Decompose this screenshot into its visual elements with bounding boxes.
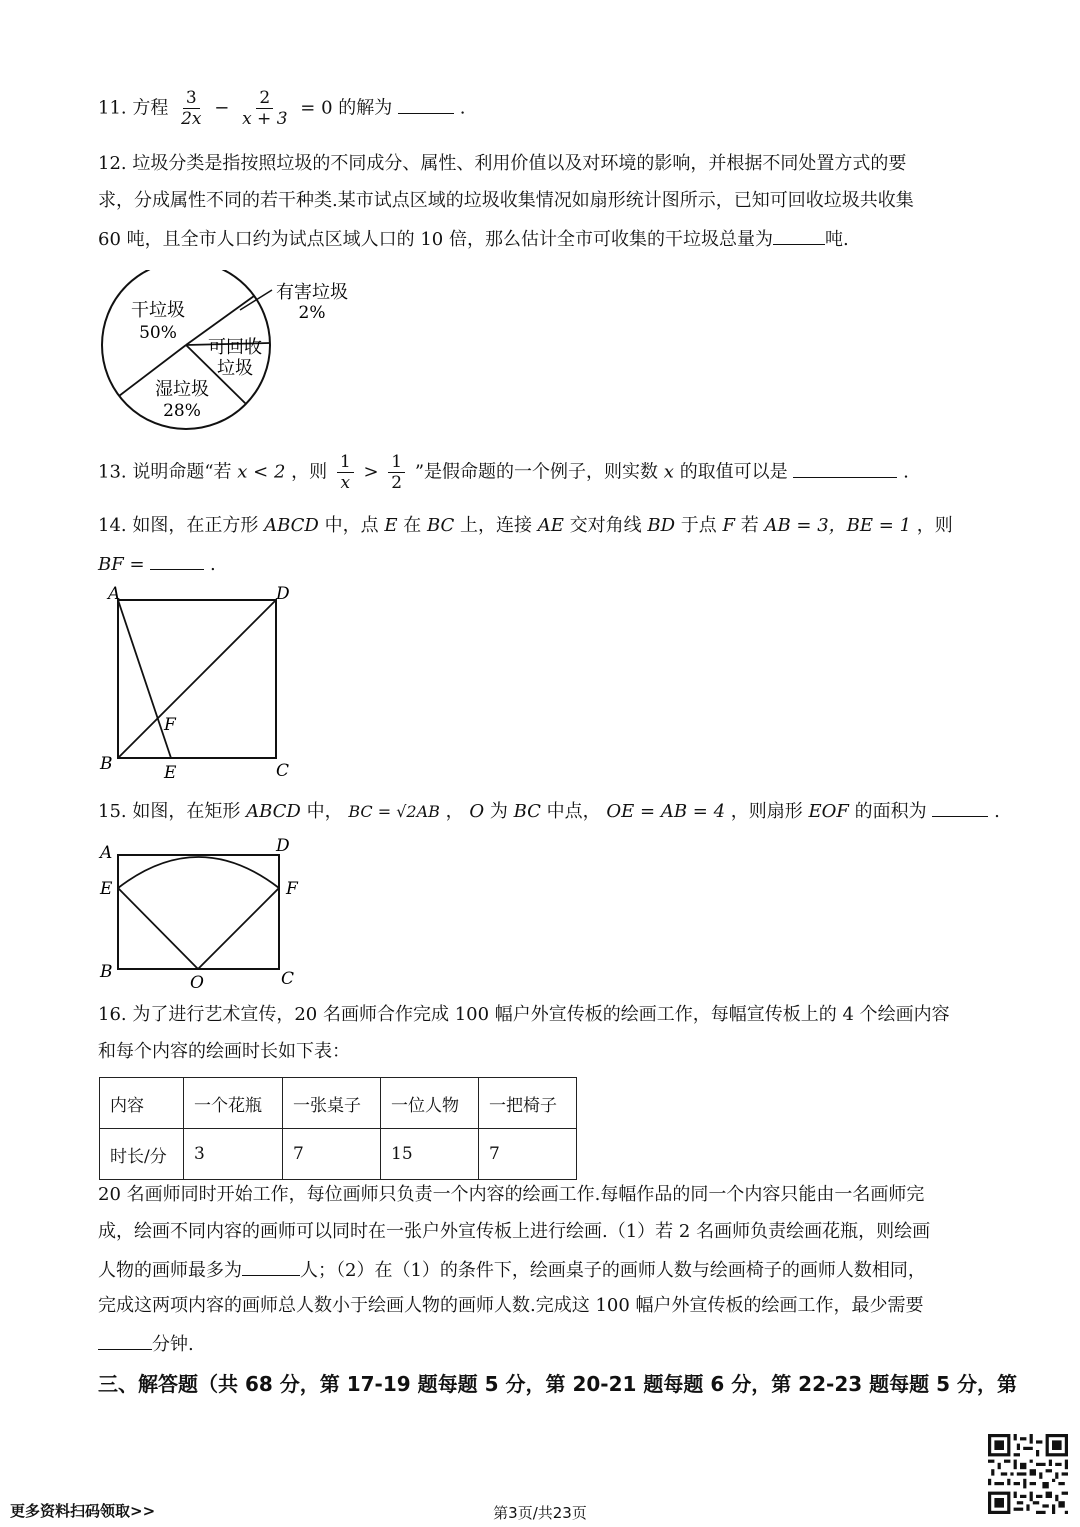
q13-f2-den: 2 — [391, 473, 403, 493]
q11-prefix: 11. 方程 — [98, 97, 169, 119]
q11-end: . — [459, 97, 466, 119]
label-e: E — [164, 763, 177, 783]
slice-label-dry: 干垃圾 — [131, 300, 185, 321]
label-o: O — [190, 973, 204, 993]
q14-line-2 — [98, 551, 216, 577]
answer-blank — [98, 1331, 152, 1350]
q16-line-1: 16. 为了进行艺术宣传，20 名画师合作完成 100 幅户外宣传板的绘画工作，每幅宣传板上的 4 个绘画内容 — [98, 1004, 950, 1025]
q14-bd: BD — [647, 515, 676, 536]
table-cell: 内容 — [100, 1078, 184, 1129]
question-13 — [98, 452, 909, 493]
q15-text-f: ，则扇形 — [730, 801, 803, 822]
q14-text-a: 14. 如图，在正方形 — [98, 515, 259, 536]
section-heading: 三、解答题（共 68 分，第 17-19 题每题 5 分，第 20-21 题每题 6 分，第 22-23 题每题 5 分，第 — [98, 1372, 1017, 1396]
slice-value-wet: 28% — [163, 401, 201, 421]
table-row — [100, 1078, 577, 1129]
footer-promo-text: 更多资料扫码领取>> — [10, 1502, 156, 1520]
slice-label-wet: 湿垃圾 — [155, 379, 209, 400]
label-b: B — [100, 754, 113, 774]
q14-text-b: 中，点 — [324, 515, 379, 536]
label-f: F — [164, 715, 176, 735]
q13-then: ，则 — [291, 461, 328, 483]
slice-label-recyclable-2: 垃圾 — [217, 358, 253, 379]
pie-chart — [90, 270, 370, 440]
answer-blank — [242, 1257, 300, 1276]
q14-text-e: 交对角线 — [569, 515, 642, 536]
harmful-leader-line — [240, 290, 272, 310]
label-c: C — [276, 761, 290, 781]
q16-line-4: 成，绘画不同内容的画师可以同时在一张户外宣传板上进行绘画.（1）若 2 名画师负责绘画花瓶，则绘画 — [98, 1221, 931, 1242]
q11-f2-den: x + 3 — [242, 109, 288, 129]
table-row — [100, 1129, 577, 1180]
question-11 — [98, 88, 465, 129]
q13-var: x — [663, 461, 674, 483]
q15-text-a: 15. 如图，在矩形 — [98, 801, 241, 822]
q14-text-d: 上，连接 — [460, 515, 533, 536]
q13-fraction-1 — [337, 452, 354, 493]
q16-line-3: 20 名画师同时开始工作，每位画师只负责一个内容的绘画工作.每幅作品的同一个内容只能由一名画师完 — [98, 1184, 925, 1205]
q13-f1-num: 1 — [337, 452, 354, 473]
q13-suffix-2: 的取值可以是 — [679, 461, 788, 483]
q15-text-g: 的面积为 — [854, 801, 927, 822]
q15-text-b: 中， — [306, 801, 343, 822]
duration-table — [99, 1077, 577, 1180]
q14-end: . — [210, 554, 216, 575]
label-e: E — [100, 879, 113, 899]
q13-condition: x < 2 — [237, 461, 286, 483]
q15-condition-1: BC = √2AB — [348, 802, 440, 821]
q12-line-3-end: 吨. — [824, 229, 849, 250]
label-d: D — [276, 584, 290, 604]
rectangle-figure — [96, 836, 306, 996]
question-15 — [98, 798, 1000, 824]
table-cell: 7 — [479, 1129, 577, 1180]
label-b: B — [100, 962, 113, 982]
slice-label-recyclable-1: 可回收 — [208, 337, 262, 358]
table-cell: 时长/分 — [100, 1129, 184, 1180]
q14-text-g: 若 — [740, 515, 759, 536]
q16-line-7-text: 分钟. — [152, 1334, 194, 1355]
q15-o: O — [469, 801, 485, 822]
q15-eof: EOF — [808, 801, 849, 822]
page-number: 第3页/共23页 — [493, 1504, 587, 1522]
segment-oe — [118, 888, 198, 969]
q11-minus: − — [214, 97, 230, 119]
square-figure — [96, 580, 306, 785]
q12-line-3-text: 60 吨，且全市人口约为试点区域人口的 10 倍，那么估计全市可收集的干垃圾总量为 — [98, 229, 773, 250]
q14-ae: AE — [537, 515, 564, 536]
table-cell: 一位人物 — [381, 1078, 479, 1129]
answer-blank — [773, 226, 825, 245]
q12-line-1: 12. 垃圾分类是指按照垃圾的不同成分、属性、利用价值以及对环境的影响，并根据不同处置方式的要 — [98, 153, 907, 174]
q14-bc: BC — [426, 515, 455, 536]
label-c: C — [281, 969, 295, 989]
q14-e: E — [384, 515, 398, 536]
q15-text-d: 为 — [489, 801, 508, 822]
q14-condition: AB = 3，BE = 1 — [764, 515, 912, 536]
table-cell: 15 — [381, 1129, 479, 1180]
q13-fraction-2 — [388, 452, 405, 493]
q13-end: . — [903, 461, 909, 483]
q16-line-6: 完成这两项内容的画师总人数小于绘画人物的画师人数.完成这 100 幅户外宣传板的绘画工作，最少需要 — [98, 1295, 924, 1316]
slice-label-harmful: 有害垃圾 — [276, 282, 348, 303]
q11-f1-den: 2x — [181, 109, 202, 129]
label-a: A — [100, 843, 113, 863]
q12-line-3 — [98, 226, 849, 252]
answer-blank — [932, 798, 988, 817]
q16-line-7 — [98, 1331, 194, 1357]
arc-ef — [118, 857, 279, 888]
q15-condition-2: OE = AB = 4 — [606, 801, 726, 822]
table-cell: 一张桌子 — [283, 1078, 381, 1129]
q15-abcd: ABCD — [246, 801, 301, 822]
diagonal-bd — [118, 600, 276, 758]
answer-blank — [793, 459, 897, 478]
table-cell: 一把椅子 — [479, 1078, 577, 1129]
label-d: D — [276, 836, 290, 856]
label-a: A — [108, 584, 121, 604]
table-cell: 3 — [184, 1129, 283, 1180]
answer-blank — [150, 551, 204, 570]
q15-text-c: ， — [445, 801, 464, 822]
slice-value-harmful: 2% — [298, 303, 326, 323]
q15-end: . — [994, 801, 1000, 822]
q11-equals: = 0 — [300, 97, 333, 119]
q14-text-h: ，则 — [916, 515, 953, 536]
q13-f1-den: x — [340, 473, 351, 493]
q11-fraction-1 — [178, 88, 204, 129]
q11-f2-num: 2 — [256, 88, 273, 109]
q16-line-2: 和每个内容的绘画时长如下表： — [98, 1041, 350, 1062]
table-cell: 一个花瓶 — [184, 1078, 283, 1129]
q14-bf: BF = — [98, 554, 145, 575]
table-cell: 7 — [283, 1129, 381, 1180]
q14-text-c: 在 — [403, 515, 422, 536]
q14-f: F — [722, 515, 735, 536]
q12-line-2: 求，分成属性不同的若干种类.某市试点区域的垃圾收集情况如扇形统计图所示，已知可回收垃圾共收集 — [98, 190, 914, 211]
answer-blank — [398, 95, 454, 114]
q11-fraction-2 — [239, 88, 290, 129]
q14-text-f: 于点 — [680, 515, 717, 536]
slice-value-dry: 50% — [139, 323, 177, 343]
label-f: F — [286, 879, 298, 899]
q16-line-5-text-a: 人物的画师最多为 — [98, 1260, 242, 1281]
q11-f1-num: 3 — [183, 88, 200, 109]
q13-gt: > — [363, 461, 379, 483]
q15-text-e: 中点， — [546, 801, 601, 822]
q15-bc: BC — [513, 801, 541, 822]
q13-suffix: ”是假命题的一个例子，则实数 — [414, 461, 659, 483]
q14-line-1 — [98, 514, 953, 538]
q16-line-5-text-b: 人；（2）在（1）的条件下，绘画桌子的画师人数与绘画椅子的画师人数相同， — [300, 1260, 926, 1281]
q11-suffix: 的解为 — [338, 97, 393, 119]
q13-prefix: 13. 说明命题“若 — [98, 461, 232, 483]
segment-of — [198, 888, 279, 969]
q14-abcd: ABCD — [264, 515, 319, 536]
q16-line-5 — [98, 1257, 926, 1283]
q13-f2-num: 1 — [388, 452, 405, 473]
